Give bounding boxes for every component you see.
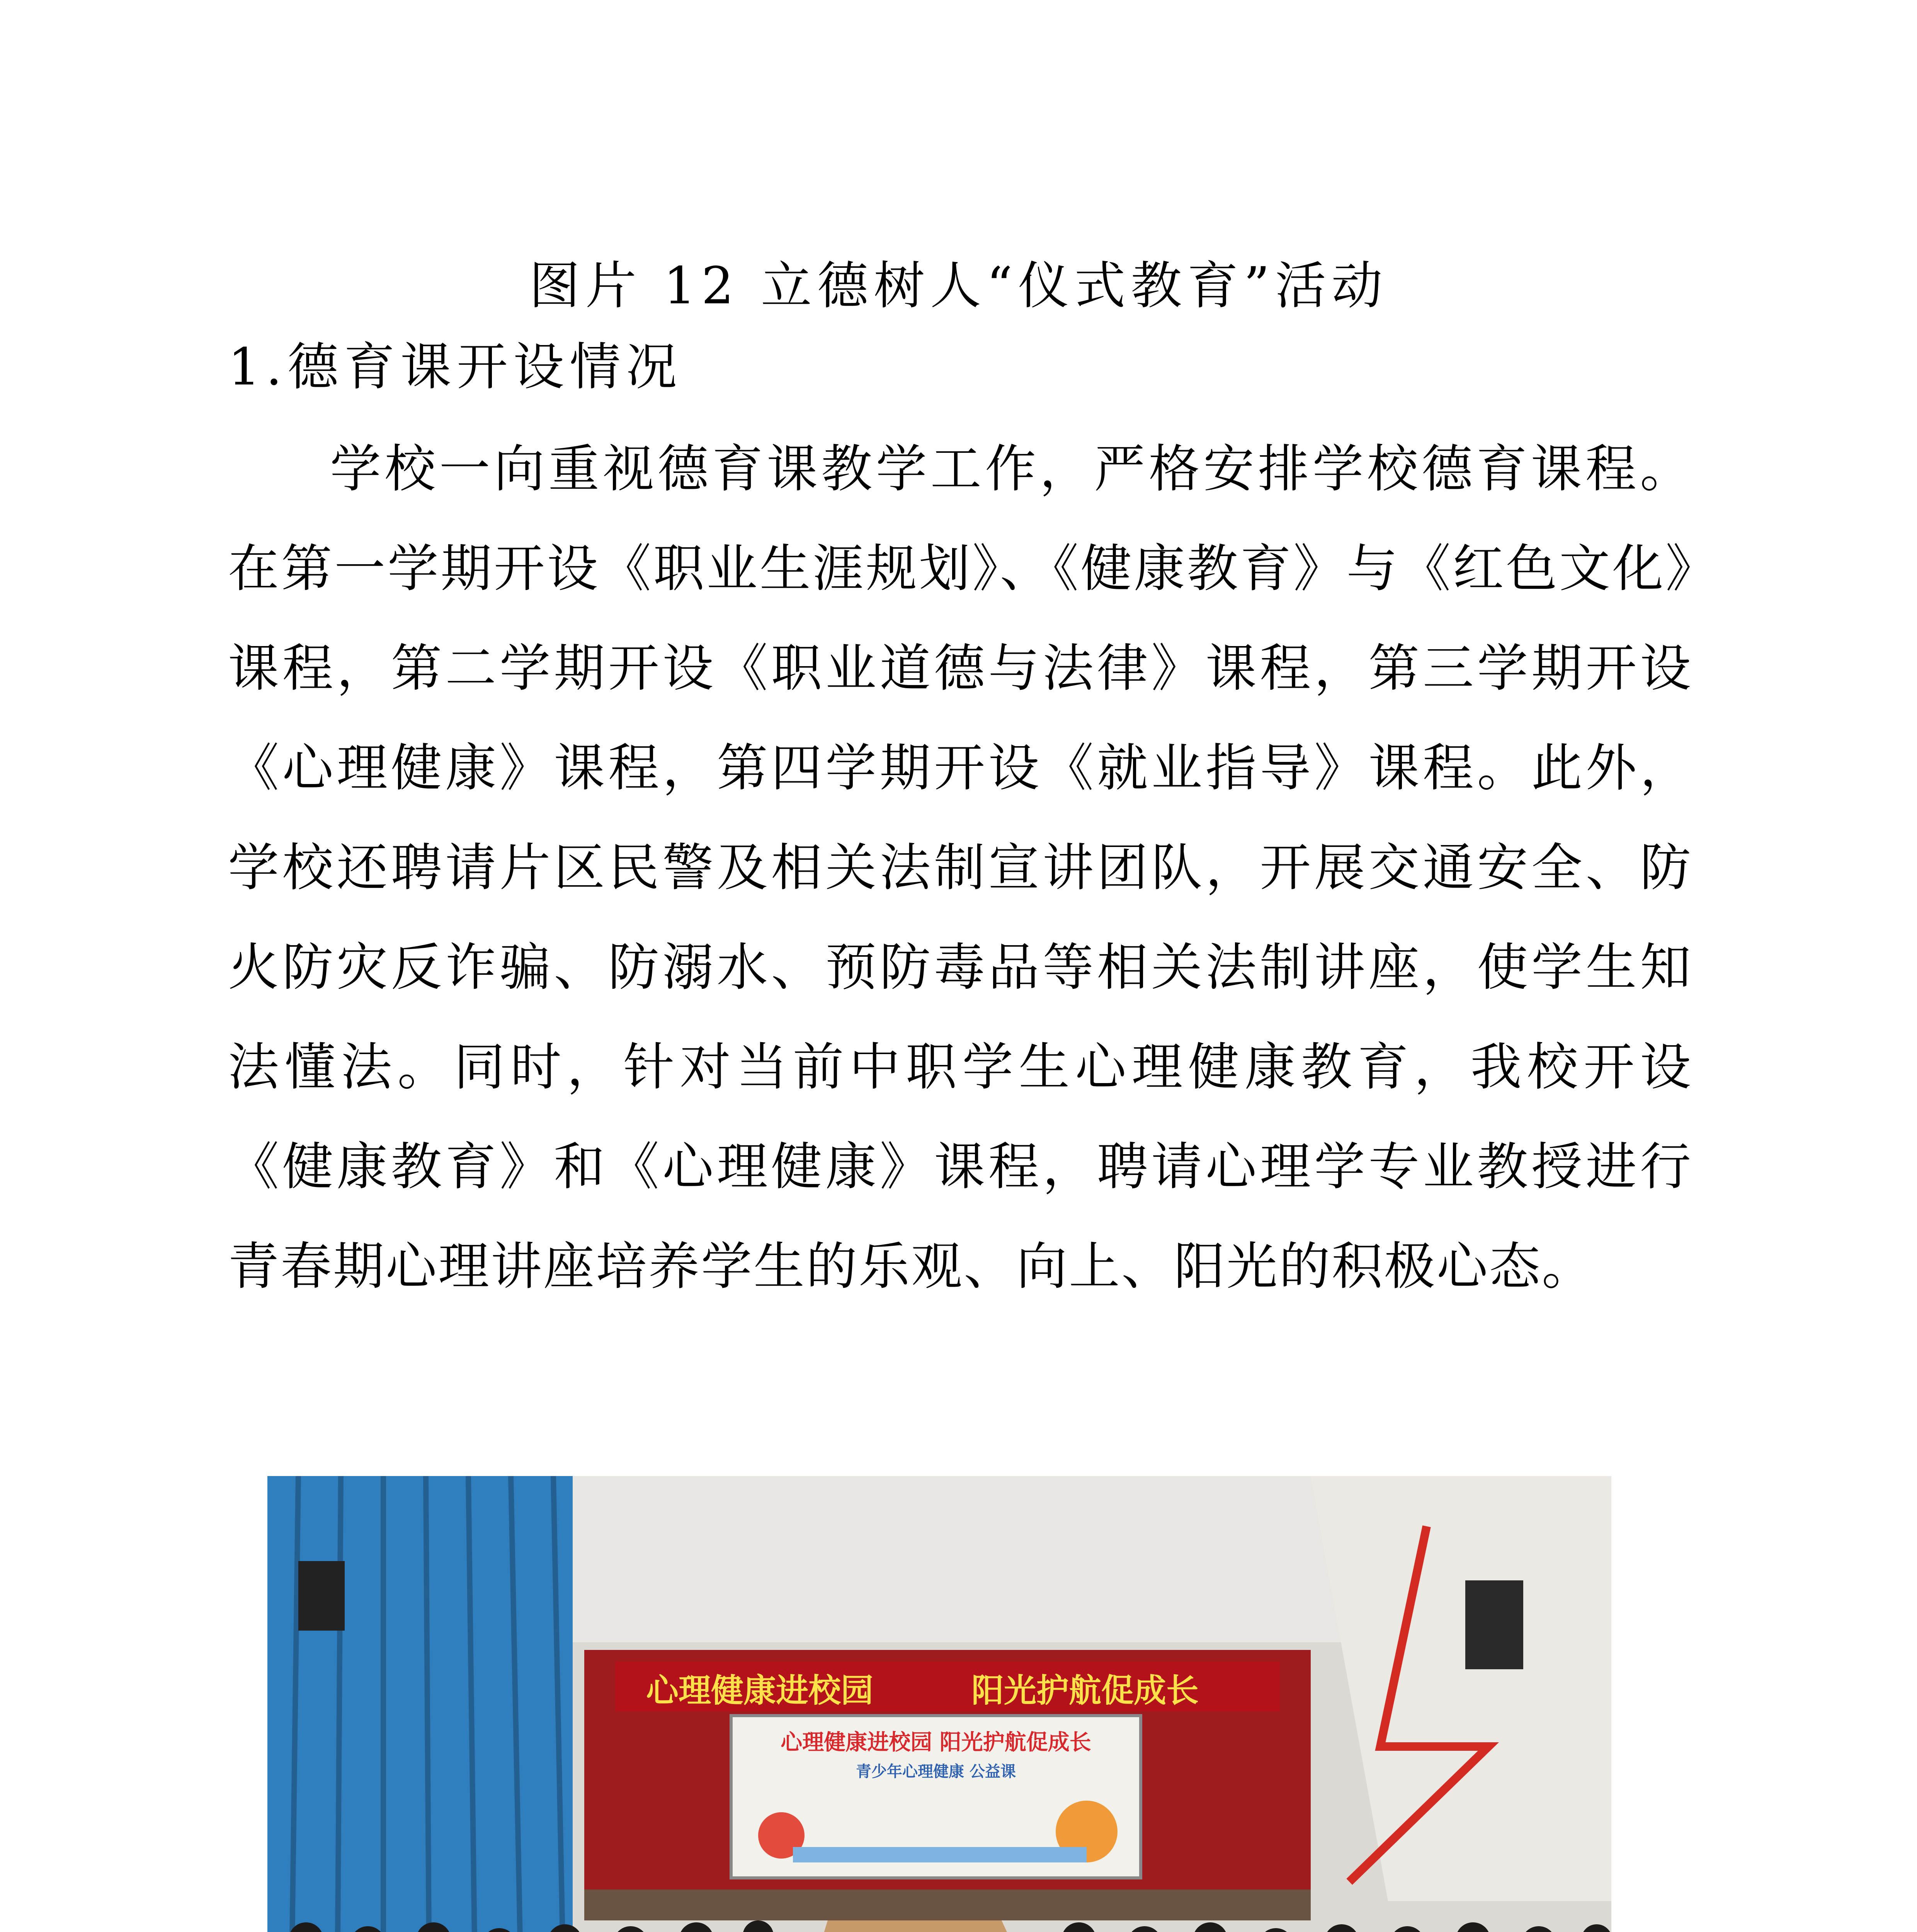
screen-title: 心理健康进校园 阳光护航促成长 [781,1730,1091,1755]
screen-subtitle: 青少年心理健康 公益课 [856,1763,1016,1781]
lecture-hall-photo [267,1476,1611,1932]
figure-12-caption: 图片 12 立德树人“仪式教育”活动 [529,256,1388,316]
projection-screen [739,1727,1133,1785]
section-paragraph: 学校一向重视德育课教学工作，严格安排学校德育课程。在第一学期开设《职业生涯规划》、《健康教育》与《红色文化》课程，第二学期开设《职业道德与法律》课程，第三学期开设《心理健康》课程，第四学期开设《就业指导》课程。此外，学校还聘请片区民警及相关法制宣讲团队，开展交通安全、防火防灾反诈骗、防溺水、预防毒品等相关法制讲座，使学生知法懂法。同时，针对当前中职学生心理健康教育，我校开设《健康教育》和《心理健康》课程，聘请心理学专业教授进行青春期心理讲座培养学生的乐观、向上、阳光的积极心态。 [228,439,1692,1296]
stage-banner [646,1669,1199,1712]
banner-left-text: 心理健康进校园 [646,1672,874,1709]
banner-right-text: 阳光护航促成长 [971,1672,1199,1709]
section-heading: 1.德育课开设情况 [228,337,682,397]
